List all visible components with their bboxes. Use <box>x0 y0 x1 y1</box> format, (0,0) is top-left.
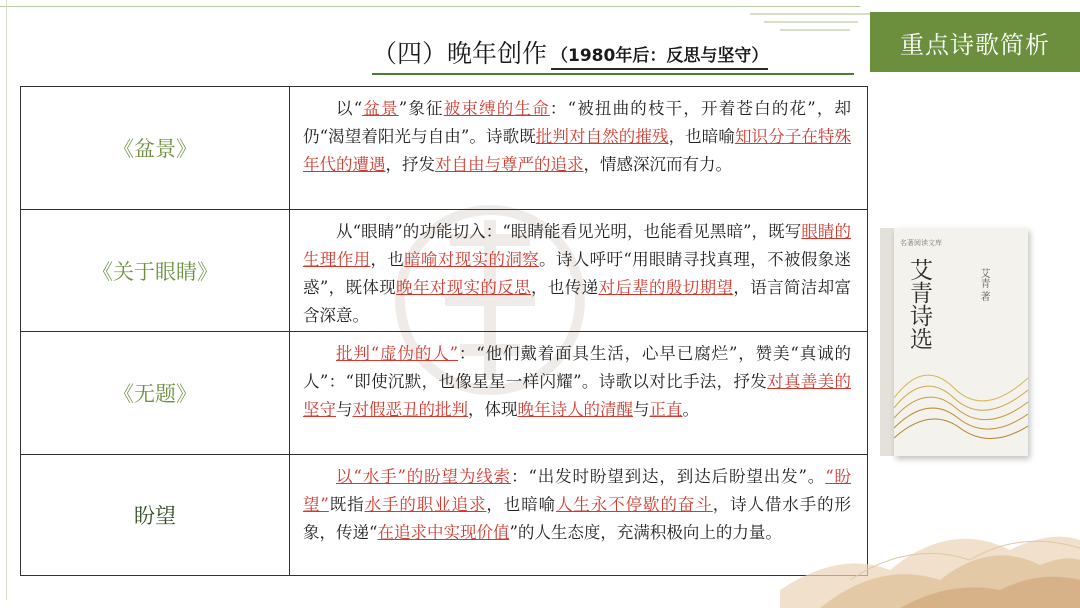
topic-badge: 重点诗歌简析 <box>870 12 1080 72</box>
book-author: 艾青 著 <box>978 268 989 302</box>
analysis-text: 既指 <box>328 495 365 514</box>
key-phrase: 水手的职业追求 <box>364 495 487 514</box>
analysis-text: ”的人生态度，充满积极向上的力量。 <box>509 523 782 542</box>
table-row <box>21 454 867 575</box>
key-phrase: 以“水手”的盼望为线索 <box>336 467 512 486</box>
analysis-text: ，也暗喻 <box>668 127 735 146</box>
analysis-text: ：“他们戴着面具生活，心早已腐烂”，赞美“真诚的人”：“即使沉默，也像星星一样闪耀”。诗歌以对比手法，抒发 <box>303 344 851 391</box>
analysis-text: 以“ <box>336 99 363 118</box>
key-phrase: 对后辈的殷切期望 <box>598 278 734 297</box>
analysis-text: ，体现 <box>468 400 518 419</box>
frame-line-left <box>6 0 7 600</box>
analysis-text: ，抒发 <box>385 155 435 174</box>
key-phrase: 晚年诗人的清醒 <box>517 400 633 419</box>
analysis-text: 。诗人呼吁“用眼睛寻找真理，不被假象迷惑”，既体现 <box>303 250 852 297</box>
analysis-text: ，语言简洁却富含深意。 <box>303 278 852 325</box>
key-phrase: “盼望” <box>303 467 852 514</box>
key-phrase: 对自由与尊严的追求 <box>435 155 584 174</box>
analysis-text: 与 <box>633 400 650 419</box>
key-phrase: 正直 <box>649 400 683 419</box>
poem-name: 盼望 <box>21 455 290 575</box>
analysis-text: 。 <box>682 400 699 419</box>
analysis-text: ，诗人借水手的形象，传递“ <box>303 495 852 542</box>
section-title: （四）晚年创作 <box>372 39 548 68</box>
analysis-text: 从“眼睛”的功能切入：“眼睛能看见光明，也能看见黑暗”，既写 <box>336 222 802 241</box>
key-phrase: 在追求中实现价值 <box>377 523 510 542</box>
key-phrase: 晚年对现实的反思 <box>396 278 531 297</box>
poem-analysis <box>303 463 851 547</box>
poem-name: 《盆景》 <box>21 87 290 209</box>
book-spine <box>880 228 894 456</box>
key-phrase: 人生永不停歇的奋斗 <box>556 495 713 514</box>
key-phrase: 批判对自然的摧残 <box>535 127 669 146</box>
poem-name: 《无题》 <box>21 332 290 454</box>
book-mountain-art-icon <box>894 338 1028 456</box>
book-title: 艾青诗选 <box>906 258 932 350</box>
analysis-text: ，情感深沉而有力。 <box>583 155 732 174</box>
key-phrase: 对假恶丑的批判 <box>352 400 468 419</box>
key-phrase: 盆景 <box>362 99 399 118</box>
analysis-text: ”象征 <box>398 99 444 118</box>
title-underline <box>372 73 854 75</box>
book-cover <box>894 228 1028 456</box>
frame-line-top <box>0 6 860 7</box>
analysis-text: ，也 <box>370 250 405 269</box>
table-row <box>21 331 867 454</box>
key-phrase: 批判“虚伪的人” <box>336 344 459 363</box>
book-cover-image <box>880 228 1028 456</box>
poem-name: 《关于眼睛》 <box>21 210 290 331</box>
key-phrase: 被束缚的生命 <box>443 99 550 118</box>
analysis-text: ，也传递 <box>531 278 599 297</box>
poem-table <box>20 86 868 576</box>
key-phrase: 眼睛的生理作用 <box>303 222 851 269</box>
analysis-text: ：“出发时盼望到达，到达后盼望出发”。 <box>511 467 826 486</box>
analysis-text: ：“被扭曲的枝干，开着苍白的花”，却仍“渴望着阳光与自由”。诗歌既 <box>303 99 852 146</box>
key-phrase: 对真善美的坚守 <box>303 372 851 419</box>
poem-analysis <box>303 218 851 330</box>
table-row <box>21 209 867 331</box>
analysis-text: ，也暗喻 <box>486 495 557 514</box>
key-phrase: 暗喻对现实的洞察 <box>404 250 540 269</box>
poem-analysis <box>303 340 851 424</box>
book-series: 名著阅读文库 <box>900 239 942 247</box>
table-row <box>21 87 867 209</box>
mountain-landscape-icon <box>780 440 1080 608</box>
page-title <box>372 30 860 70</box>
poem-analysis <box>303 95 851 179</box>
key-phrase: 知识分子在特殊年代的遭遇 <box>303 127 852 174</box>
section-subtitle: （1980年后：反思与坚守） <box>551 41 768 70</box>
analysis-text: 与 <box>336 400 353 419</box>
